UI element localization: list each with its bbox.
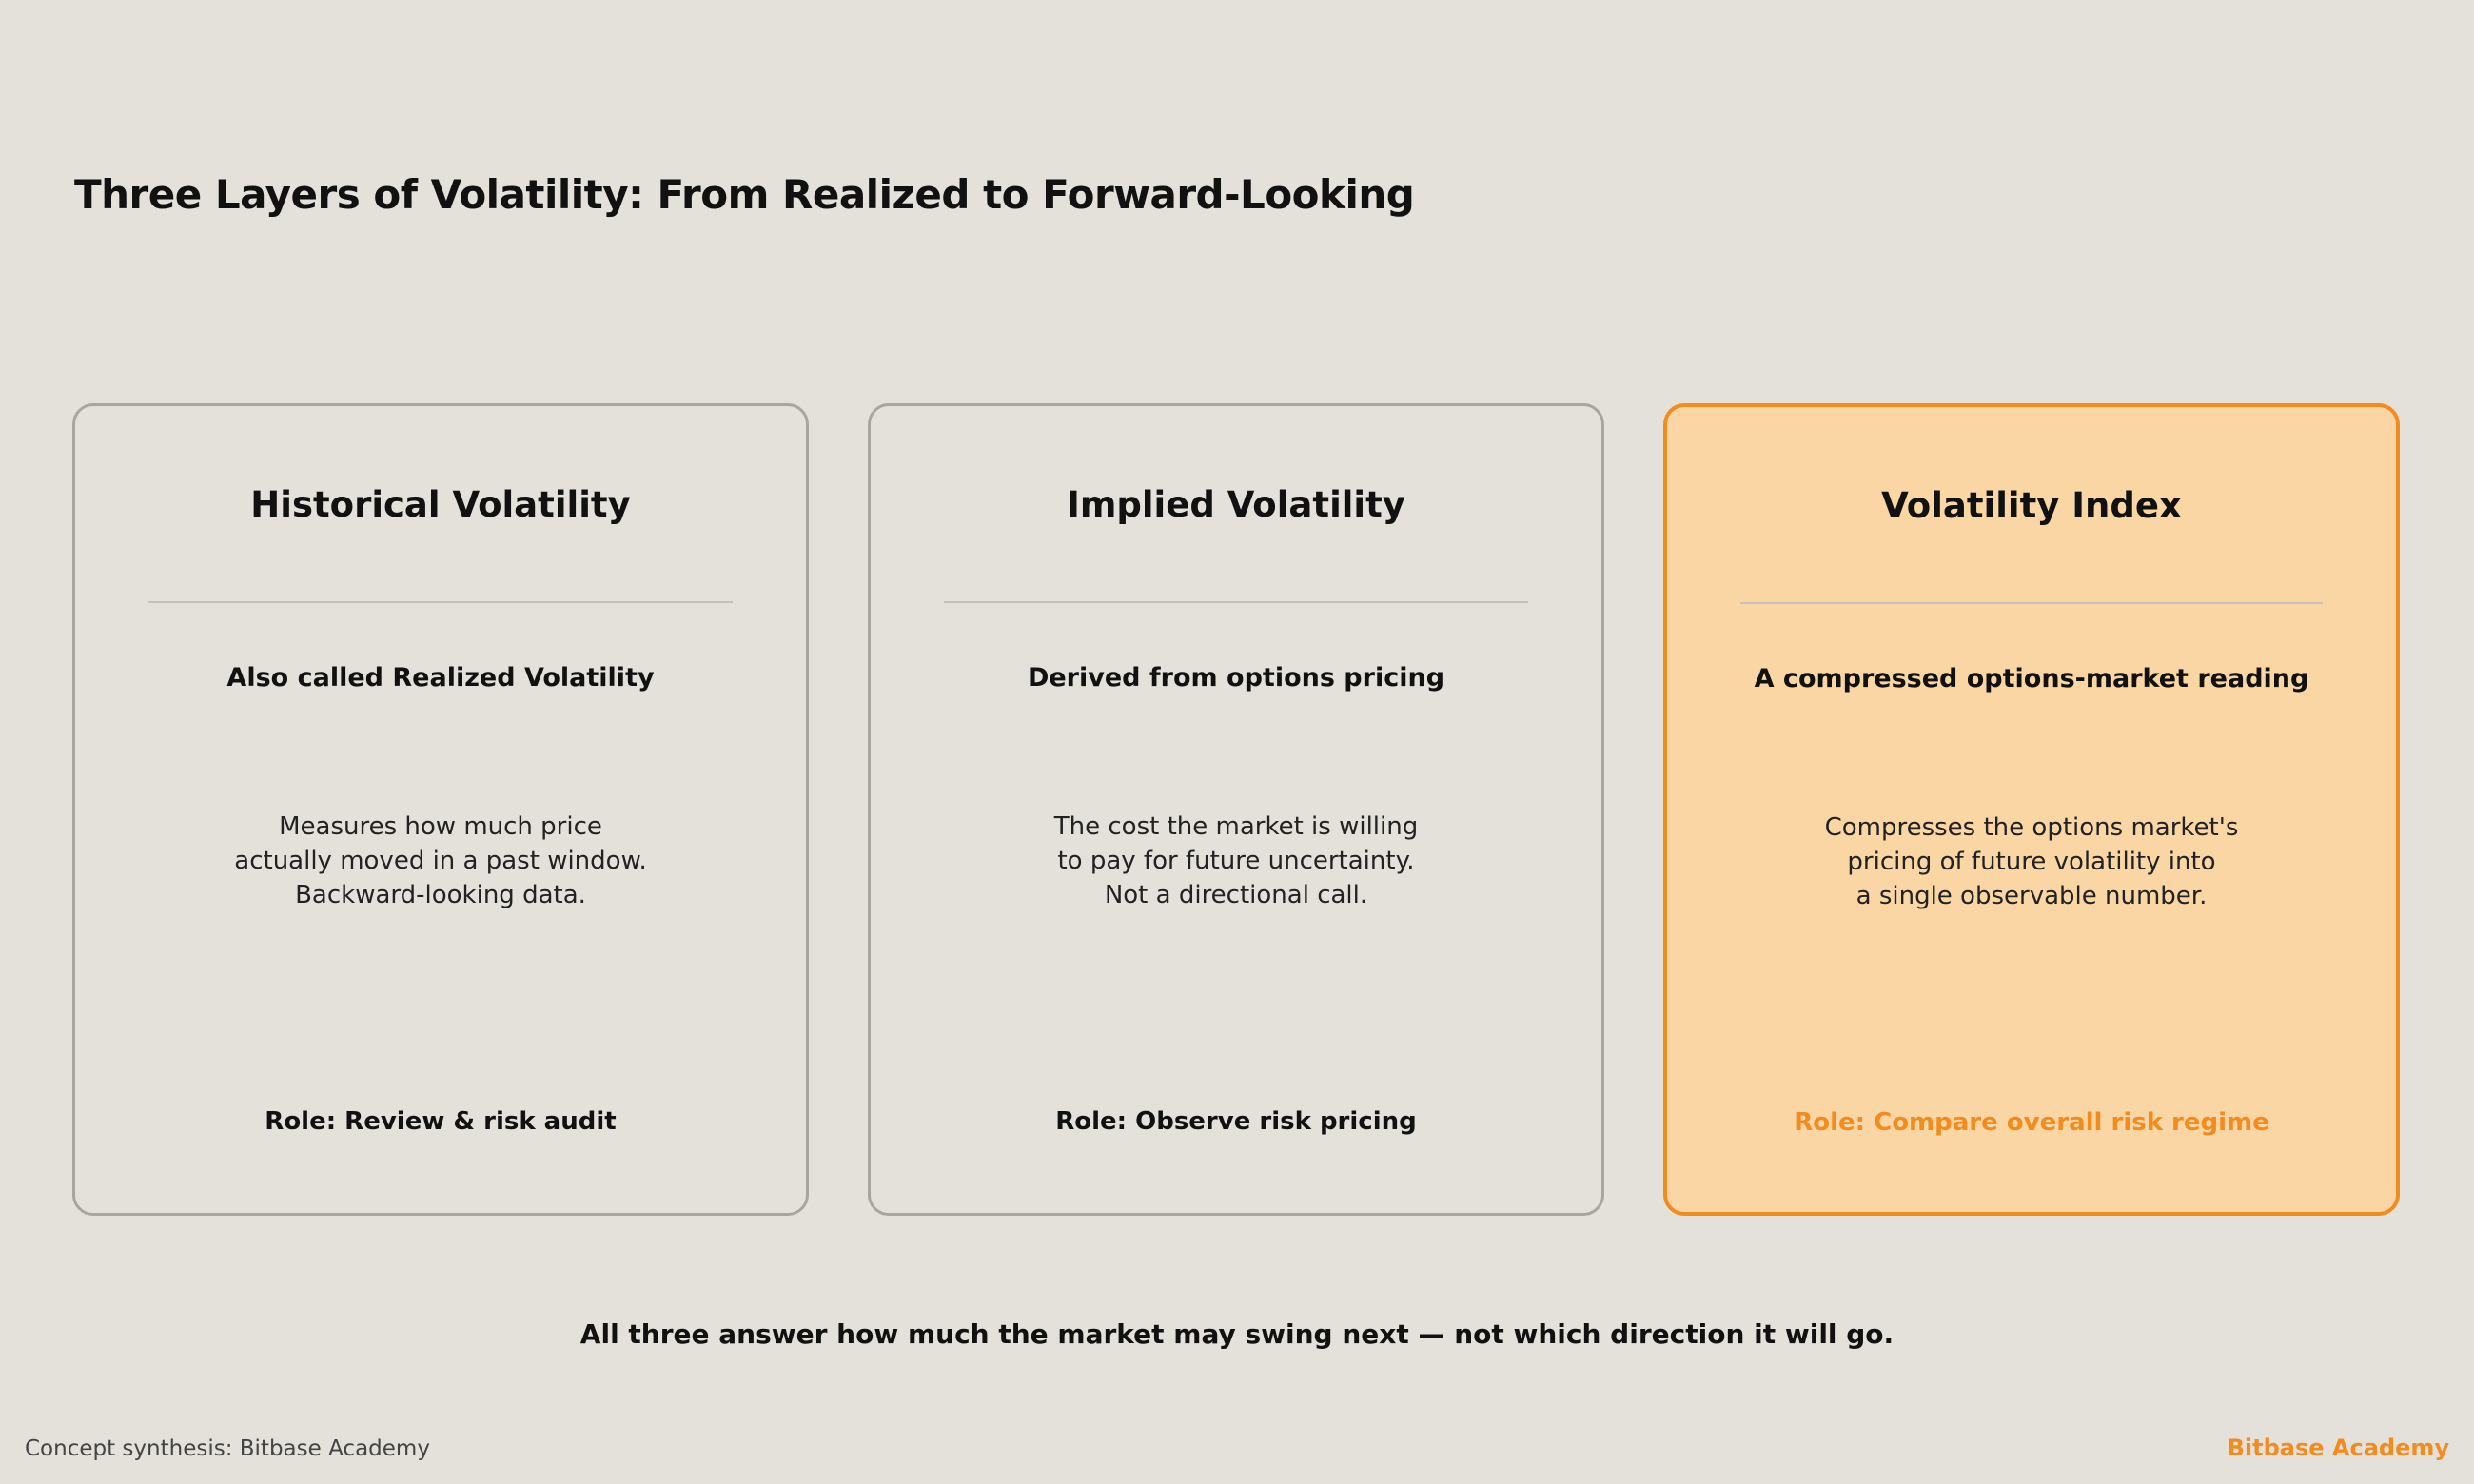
page-title: Three Layers of Volatility: From Realized to Forward-Looking	[74, 171, 1415, 218]
card-description	[113, 810, 768, 912]
card-title: Historical Volatility	[250, 484, 631, 525]
card-implied-volatility	[868, 403, 1604, 1216]
footnote: All three answer how much the market may swing next — not which direction it will go.	[579, 1318, 1895, 1350]
card-description-line: actually moved in a past window.	[234, 847, 647, 875]
card-title: Implied Volatility	[1067, 484, 1405, 525]
card-divider	[944, 601, 1528, 603]
card-subtitle: Also called Realized Volatility	[226, 663, 655, 693]
card-volatility-index	[1663, 403, 2400, 1216]
card-description-line: a single observable number.	[1856, 882, 2208, 910]
card-divider	[148, 601, 733, 603]
card-description-line: Backward-looking data.	[295, 881, 586, 909]
card-description	[909, 810, 1563, 912]
card-subtitle: Derived from options pricing	[1027, 663, 1445, 693]
card-role: Role: Review & risk audit	[265, 1107, 617, 1136]
card-role: Role: Observe risk pricing	[1055, 1107, 1417, 1136]
card-description-line: pricing of future volatility into	[1847, 848, 2216, 876]
card-description-line: to pay for future uncertainty.	[1057, 847, 1415, 875]
card-description-line: Not a directional call.	[1104, 881, 1368, 909]
card-description-line: The cost the market is willing	[1053, 812, 1419, 841]
card-divider	[1740, 602, 2323, 604]
card-role: Role: Compare overall risk regime	[1794, 1108, 2269, 1137]
card-description-line: Compresses the options market's	[1824, 813, 2239, 842]
card-description	[1705, 810, 2358, 913]
card-subtitle: A compressed options-market reading	[1754, 664, 2309, 693]
card-title: Volatility Index	[1881, 485, 2182, 526]
card-description-line: Measures how much price	[279, 812, 602, 841]
brand-logo-text: Bitbase Academy	[2227, 1435, 2449, 1461]
source-credit: Concept synthesis: Bitbase Academy	[25, 1436, 430, 1461]
card-historical-volatility	[72, 403, 809, 1216]
